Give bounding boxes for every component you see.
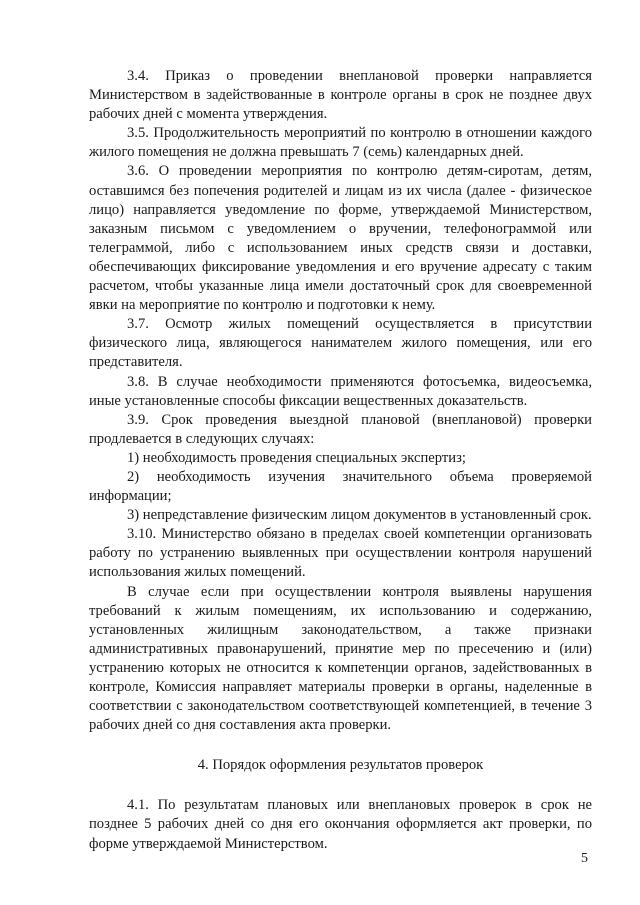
paragraph-3-7: 3.7. Осмотр жилых помещений осуществляется в присутствии физического лица, являющегося нанимателем жилого помещения, или его представителя. — [89, 316, 592, 371]
paragraph-3-10-continued: В случае если при осуществлении контроля выявлены нарушения требований к жилым помещениям, их использованию и содержанию, установленных жилищным законодательством, а также признаки административных правонарушений, принятие мер по пресечению и (или) устранению которых не относится к компетенции органов, задействованных в контроле, Комиссия направляет материалы проверки в органы, наделенные в соответствии с законодательством соответствующей компетенцией, в течение 3 рабочих дней со дня составления акта проверки. — [89, 583, 592, 734]
paragraph-3-6: 3.6. О проведении мероприятия по контролю детям-сиротам, детям, оставшимся без попечения родителей и лицам из их числа (далее - физическое лицо) направляется уведомление по форме, утверждаемой Министерством, заказным письмом с уведомлением о вручении, телефонограммой или телеграммой, либо с использованием иных средств связи и доставки, обеспечивающих фиксирование уведомления и его вручение адресату с таким расчетом, чтобы указанные лица имели достаточный срок для своевременной явки на мероприятие по контролю и подготовки к нему. — [89, 163, 592, 314]
list-item-1: 1) необходимость проведения специальных экспертиз; — [127, 449, 466, 466]
page-number: 5 — [581, 851, 588, 866]
paragraph-3-4: 3.4. Приказ о проведении внеплановой проверки направляется Министерством в задействованные в контроле органы в срок не позднее двух рабочих дней с момента утверждения. — [89, 68, 592, 123]
list-item-3: 3) непредставление физическим лицом документов в установленный срок. — [127, 507, 592, 524]
paragraph-3-8: 3.8. В случае необходимости применяются фотосъемка, видеосъемка, иные установленные способы фиксации вещественных доказательств. — [89, 373, 592, 409]
document-body — [89, 67, 592, 854]
list-item-2: 2) необходимость изучения значительного объема проверяемой информации; — [89, 468, 592, 505]
paragraph-4-1: 4.1. По результатам плановых или внеплановых проверок в срок не позднее 5 рабочих дней со дня его окончания оформляется акт проверки, по форме утверждаемой Министерством. — [89, 797, 592, 852]
paragraph-3-10: 3.10. Министерство обязано в пределах своей компетенции организовать работу по устранению выявленных при осуществлении контроля нарушений использования жилых помещений. — [89, 526, 592, 581]
paragraph-3-9: 3.9. Срок проведения выездной плановой (внеплановой) проверки продлевается в следующих случаях: — [89, 411, 592, 447]
section-heading: 4. Порядок оформления результатов проверок — [197, 757, 484, 774]
paragraph-3-5: 3.5. Продолжительность мероприятий по контролю в отношении каждого жилого помещения не должна превышать 7 (семь) календарных дней. — [89, 125, 592, 161]
